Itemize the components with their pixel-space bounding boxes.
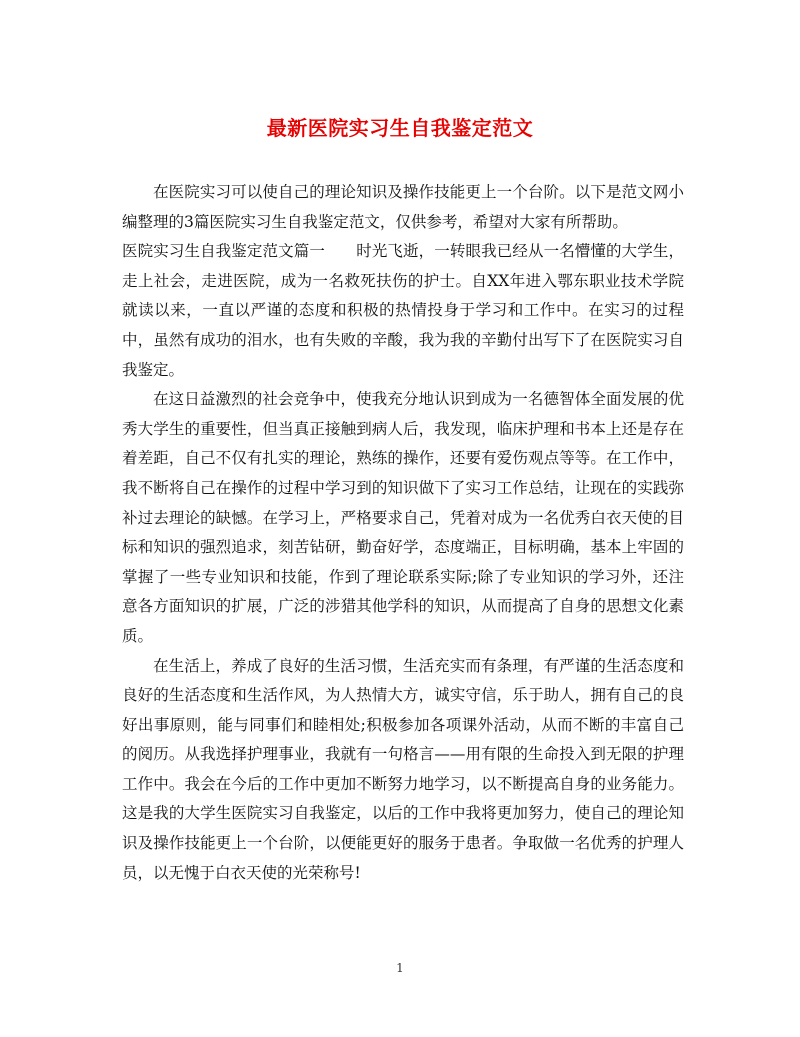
- document-title: 最新医院实习生自我鉴定范文: [266, 116, 534, 140]
- paragraph-intro: 在医院实习可以使自己的理论知识及操作技能更上一个台阶。以下是范文网小编整理的3篇医院实习生自我鉴定范文，仅供参考，希望对大家有所帮助。: [122, 183, 684, 231]
- page-number: 1: [396, 961, 404, 975]
- paragraph-competition: 在这日益激烈的社会竞争中，使我充分地认识到成为一名德智体全面发展的优秀大学生的重要性，但当真正接触到病人后，我发现，临床护理和书本上还是存在着差距，自己不仅有扎实的理论，熟练的操作，还要有爱伤观点等等。在工作中，我不断将自己在操作的过程中学习到的知识做下了实习工作总结，让现在的实践弥补过去理论的缺憾。在学习上，严格要求自己，凭着对成为一名优秀白衣天使的目标和知识的强烈追求，刻苦钻研，勤奋好学，态度端正，目标明确，基本上牢固的掌握了一些专业知识和技能，作到了理论联系实际;除了专业知识的学习外，还注意各方面知识的扩展，广泛的涉猎其他学科的知识，从而提高了自身的思想文化素质。: [122, 390, 684, 645]
- paragraph-life: 在生活上，养成了良好的生活习惯，生活充实而有条理，有严谨的生活态度和良好的生活态度和生活作风，为人热情大方，诚实守信，乐于助人，拥有自己的良好出事原则，能与同事们和睦相处;积极参加各项课外活动，从而不断的丰富自己的阅历。从我选择护理事业，我就有一句格言——用有限的生命投入到无限的护理工作中。我会在今后的工作中更加不断努力地学习，以不断提高自身的业务能力。这是我的大学生医院实习自我鉴定，以后的工作中我将更加努力，使自己的理论知识及操作技能更上一个台阶，以便能更好的服务于患者。争取做一名优秀的护理人员，以无愧于白衣天使的光荣称号!: [122, 656, 684, 882]
- document-body: [122, 178, 684, 888]
- paragraph-sample-one: 医院实习生自我鉴定范文篇一 时光飞逝，一转眼我已经从一名懵懂的大学生，走上社会，走进医院，成为一名救死扶伤的护士。自XX年进入鄂东职业技术学院就读以来，一直以严谨的态度和积极的热情投身于学习和工作中。在实习的过程中，虽然有成功的泪水，也有失败的辛酸，我为我的辛勤付出写下了在医院实习自我鉴定。: [122, 242, 684, 379]
